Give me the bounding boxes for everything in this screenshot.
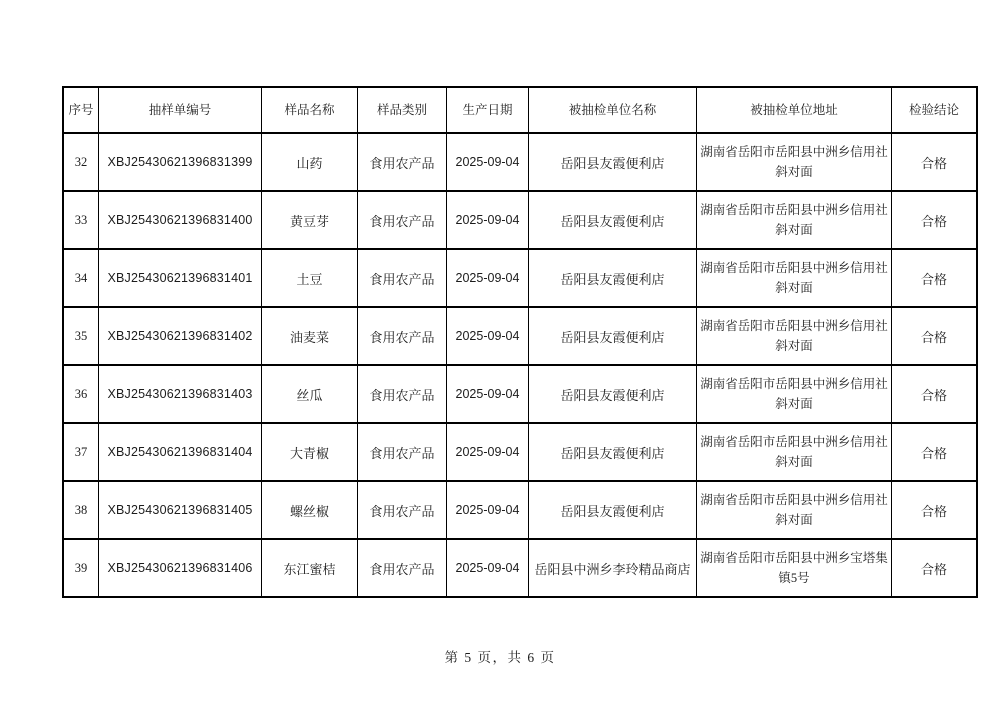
cell-name: 油麦菜 [262, 307, 358, 365]
cell-no: 39 [63, 539, 99, 597]
cell-result: 合格 [892, 365, 978, 423]
cell-unit: 岳阳县友霞便利店 [529, 191, 697, 249]
cell-code: XBJ25430621396831404 [99, 423, 262, 481]
cell-code: XBJ25430621396831400 [99, 191, 262, 249]
cell-name: 山药 [262, 133, 358, 191]
cell-no: 35 [63, 307, 99, 365]
cell-category: 食用农产品 [358, 191, 447, 249]
cell-address: 湖南省岳阳市岳阳县中洲乡信用社斜对面 [697, 249, 892, 307]
cell-result: 合格 [892, 307, 978, 365]
page-number-footer: 第 5 页，共 6 页 [444, 650, 556, 665]
cell-address: 湖南省岳阳市岳阳县中洲乡信用社斜对面 [697, 133, 892, 191]
table-row [63, 365, 977, 423]
column-header-no: 序号 [63, 87, 99, 133]
cell-result: 合格 [892, 133, 978, 191]
table-row [63, 249, 977, 307]
cell-unit: 岳阳县友霞便利店 [529, 249, 697, 307]
cell-date: 2025-09-04 [447, 133, 529, 191]
cell-code: XBJ25430621396831401 [99, 249, 262, 307]
table-row [63, 539, 977, 597]
cell-address: 湖南省岳阳市岳阳县中洲乡宝塔集镇5号 [697, 539, 892, 597]
cell-category: 食用农产品 [358, 481, 447, 539]
cell-no: 36 [63, 365, 99, 423]
cell-name: 螺丝椒 [262, 481, 358, 539]
cell-address: 湖南省岳阳市岳阳县中洲乡信用社斜对面 [697, 191, 892, 249]
cell-code: XBJ25430621396831399 [99, 133, 262, 191]
cell-result: 合格 [892, 423, 978, 481]
cell-date: 2025-09-04 [447, 539, 529, 597]
column-header-date: 生产日期 [447, 87, 529, 133]
cell-category: 食用农产品 [358, 249, 447, 307]
cell-address: 湖南省岳阳市岳阳县中洲乡信用社斜对面 [697, 423, 892, 481]
column-header-category: 样品类别 [358, 87, 447, 133]
cell-code: XBJ25430621396831403 [99, 365, 262, 423]
table-row [63, 481, 977, 539]
table-row [63, 133, 977, 191]
cell-unit: 岳阳县友霞便利店 [529, 307, 697, 365]
table-row [63, 307, 977, 365]
table-body [63, 133, 977, 597]
cell-unit: 岳阳县中洲乡李玲精品商店 [529, 539, 697, 597]
cell-name: 东江蜜桔 [262, 539, 358, 597]
cell-unit: 岳阳县友霞便利店 [529, 133, 697, 191]
cell-name: 黄豆芽 [262, 191, 358, 249]
cell-code: XBJ25430621396831402 [99, 307, 262, 365]
cell-name: 丝瓜 [262, 365, 358, 423]
cell-code: XBJ25430621396831405 [99, 481, 262, 539]
cell-category: 食用农产品 [358, 539, 447, 597]
cell-unit: 岳阳县友霞便利店 [529, 423, 697, 481]
cell-category: 食用农产品 [358, 365, 447, 423]
cell-result: 合格 [892, 481, 978, 539]
column-header-code: 抽样单编号 [99, 87, 262, 133]
cell-no: 38 [63, 481, 99, 539]
cell-name: 大青椒 [262, 423, 358, 481]
cell-unit: 岳阳县友霞便利店 [529, 481, 697, 539]
table-row [63, 423, 977, 481]
table-header [63, 87, 977, 133]
column-header-result: 检验结论 [892, 87, 978, 133]
cell-category: 食用农产品 [358, 423, 447, 481]
column-header-name: 样品名称 [262, 87, 358, 133]
cell-code: XBJ25430621396831406 [99, 539, 262, 597]
cell-date: 2025-09-04 [447, 365, 529, 423]
cell-no: 34 [63, 249, 99, 307]
column-header-address: 被抽检单位地址 [697, 87, 892, 133]
cell-date: 2025-09-04 [447, 249, 529, 307]
sampling-results-table [62, 86, 978, 598]
cell-date: 2025-09-04 [447, 191, 529, 249]
cell-address: 湖南省岳阳市岳阳县中洲乡信用社斜对面 [697, 365, 892, 423]
cell-result: 合格 [892, 539, 978, 597]
cell-result: 合格 [892, 249, 978, 307]
cell-category: 食用农产品 [358, 133, 447, 191]
table-header-row [63, 87, 977, 133]
cell-unit: 岳阳县友霞便利店 [529, 365, 697, 423]
cell-date: 2025-09-04 [447, 481, 529, 539]
column-header-unit: 被抽检单位名称 [529, 87, 697, 133]
table-row [63, 191, 977, 249]
cell-address: 湖南省岳阳市岳阳县中洲乡信用社斜对面 [697, 307, 892, 365]
cell-address: 湖南省岳阳市岳阳县中洲乡信用社斜对面 [697, 481, 892, 539]
cell-no: 33 [63, 191, 99, 249]
cell-result: 合格 [892, 191, 978, 249]
cell-date: 2025-09-04 [447, 307, 529, 365]
cell-no: 32 [63, 133, 99, 191]
cell-no: 37 [63, 423, 99, 481]
cell-category: 食用农产品 [358, 307, 447, 365]
cell-name: 土豆 [262, 249, 358, 307]
cell-date: 2025-09-04 [447, 423, 529, 481]
